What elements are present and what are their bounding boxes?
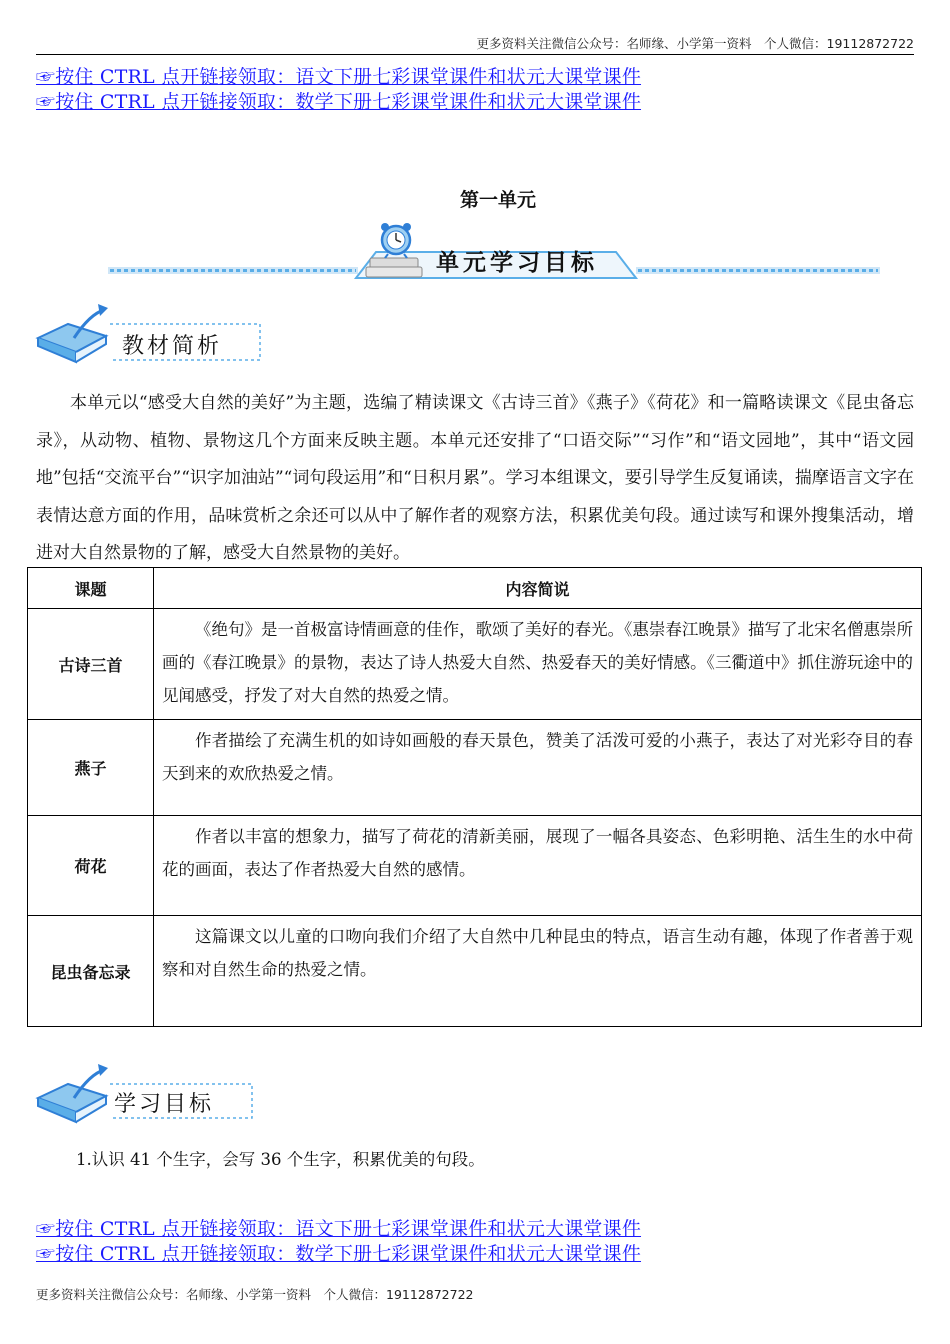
table-row [28,816,922,916]
header-divider [36,54,914,55]
learning-goal-item: 1.认识 41 个生字，会写 36 个生字，积累优美的句段。 [76,1150,485,1169]
table-header-row [28,568,922,609]
section-title: 学习目标 [114,1092,215,1117]
column-header-summary: 内容简说 [154,568,922,609]
lesson-summary: 作者描绘了充满生机的如诗如画般的春天景色，赞美了活泼可爱的小燕子，表达了对光彩夺目的春天到来的欢欣热爱之情。 [154,720,922,816]
page-footer-text: 更多资料关注微信公众号：名师缘、小学第一资料 个人微信：19112872722 [36,1287,474,1302]
unit-title: 第一单元 [459,189,536,211]
section-header-textbook-analysis [34,302,264,372]
lesson-title: 荷花 [28,816,154,916]
page-header-text: 更多资料关注微信公众号：名师缘、小学第一资料 个人微信：19112872722 [476,36,914,51]
textbook-analysis-paragraph: 本单元以“感受大自然的美好”为主题，选编了精读课文《古诗三首》《燕子》《荷花》和一篇略读课文《昆虫备忘录》，从动物、植物、景物这几个方面来反映主题。本单元还安排了“口语交际”“习作”和“语文园地”，其中“语文园地”包括“交流平台”“识字加油站”“词句段运用”和“日积月累”。学习本组课文，要引导学生反复诵读，揣摩语言文字在表情达意方面的作用，品味赏析之余还可以从中了解作者的观察方法，积累优美句段。通过读写和课外搜集活动，增进对大自然景物的了解，感受大自然景物的美好。 [36,393,914,563]
chinese-courseware-link[interactable]: ☞按住 CTRL 点开链接领取：语文下册七彩课堂课件和状元大课堂课件 [36,66,642,88]
section-title: 教材简析 [122,334,223,359]
books-clock-icon [366,223,422,277]
lesson-summary: 作者以丰富的想象力，描写了荷花的清新美丽，展现了一幅各具姿态、色彩明艳、活生生的水中荷花的画面，表达了作者热爱大自然的感情。 [154,816,922,916]
lesson-summary-table [27,567,922,1027]
table-row [28,916,922,1027]
unit-goals-banner [108,218,882,284]
table-row [28,609,922,720]
column-header-title: 课题 [28,568,154,609]
banner-title: 单元学习目标 [436,250,598,276]
table-row [28,720,922,816]
lesson-title: 古诗三首 [28,609,154,720]
lesson-summary: 《绝句》是一首极富诗情画意的佳作，歌颂了美好的春光。《惠崇春江晚景》描写了北宋名僧惠崇所画的《春江晚景》的景物，表达了诗人热爱大自然、热爱春天的美好情感。《三衢道中》抓住游玩途中的见闻感受，抒发了对大自然的热爱之情。 [154,609,922,720]
lesson-title: 燕子 [28,720,154,816]
chinese-courseware-link[interactable]: ☞按住 CTRL 点开链接领取：语文下册七彩课堂课件和状元大课堂课件 [36,1218,642,1240]
math-courseware-link[interactable]: ☞按住 CTRL 点开链接领取：数学下册七彩课堂课件和状元大课堂课件 [36,91,642,113]
math-courseware-link[interactable]: ☞按住 CTRL 点开链接领取：数学下册七彩课堂课件和状元大课堂课件 [36,1243,642,1265]
lesson-summary: 这篇课文以儿童的口吻向我们介绍了大自然中几种昆虫的特点，语言生动有趣，体现了作者善于观察和对自然生命的热爱之情。 [154,916,922,1027]
section-header-learning-goals [34,1062,264,1132]
lesson-title: 昆虫备忘录 [28,916,154,1027]
